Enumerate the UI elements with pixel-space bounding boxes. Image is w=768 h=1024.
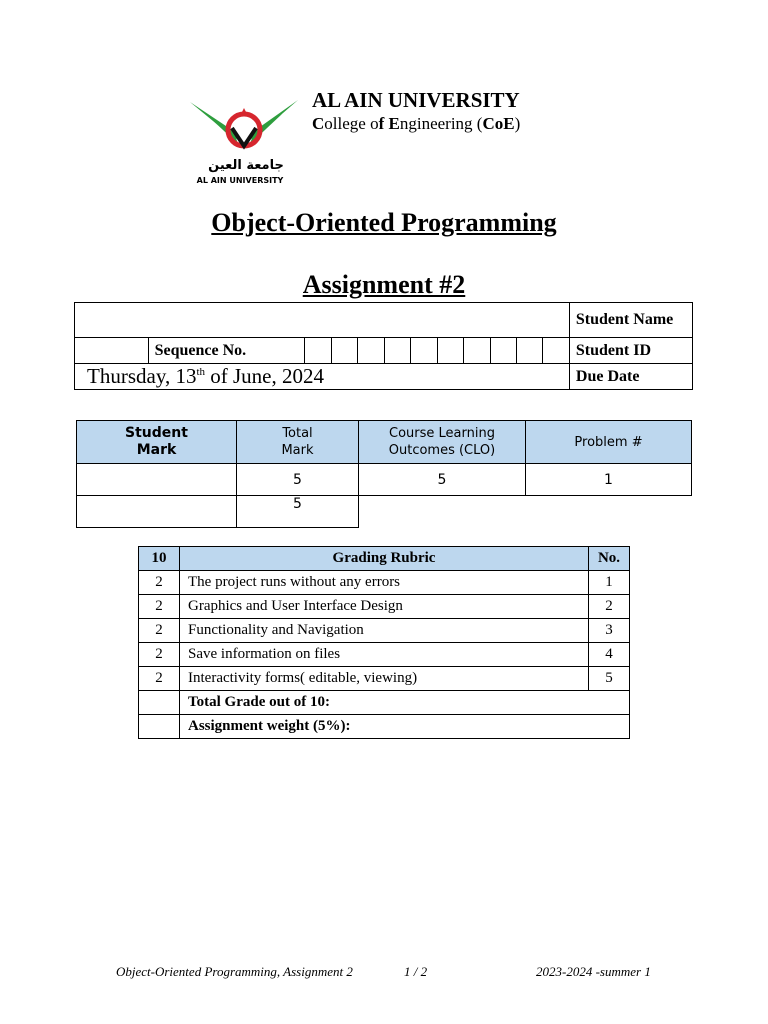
- student-name-field[interactable]: [75, 303, 570, 338]
- empty-cell: [526, 496, 692, 528]
- college-name-segment: ngineering (: [399, 114, 483, 133]
- student-id-digit-box[interactable]: [437, 338, 463, 364]
- rubric-points: 2: [139, 595, 180, 619]
- student-id-digit-box[interactable]: [358, 338, 384, 364]
- total-mark-value: 5: [237, 464, 359, 496]
- student-id-digit-box[interactable]: [331, 338, 357, 364]
- total-grade-label: Total Grade out of 10:: [180, 691, 630, 715]
- rubric-number: 3: [589, 619, 630, 643]
- university-logo: [188, 96, 300, 192]
- problem-number-value: 1: [526, 464, 692, 496]
- total-mark-sum-value: 5: [237, 496, 359, 528]
- student-id-digit-box[interactable]: [490, 338, 516, 364]
- student-mark-total-field[interactable]: [77, 496, 237, 528]
- student-id-label: Student ID: [569, 338, 692, 364]
- student-id-digit-box[interactable]: [384, 338, 410, 364]
- total-grade-field[interactable]: [139, 691, 180, 715]
- rubric-row: [139, 619, 630, 643]
- sequence-no-label: Sequence No.: [148, 338, 305, 364]
- marks-table: [76, 420, 692, 528]
- rubric-number: 5: [589, 667, 630, 691]
- student-id-digit-box[interactable]: [543, 338, 569, 364]
- clo-header: Course Learning Outcomes (CLO): [359, 421, 526, 464]
- student-info-table: [74, 302, 693, 390]
- college-name-segment: C: [312, 114, 325, 133]
- rubric-criterion: Interactivity forms( editable, viewing): [180, 667, 589, 691]
- rubric-row: [139, 643, 630, 667]
- student-id-digit-box[interactable]: [305, 338, 331, 364]
- student-id-digit-box[interactable]: [464, 338, 490, 364]
- due-date-value: [75, 364, 570, 390]
- sequence-blank-cell: [75, 338, 149, 364]
- rubric-points: 2: [139, 667, 180, 691]
- clo-value: 5: [359, 464, 526, 496]
- footer-page-number: 1 / 2: [404, 964, 428, 979]
- rubric-criterion: Save information on files: [180, 643, 589, 667]
- student-id-digit-box[interactable]: [517, 338, 543, 364]
- college-name-segment: CoE: [482, 114, 515, 133]
- due-date-suffix: of June, 2024: [205, 364, 325, 388]
- college-name-segment: E: [388, 114, 400, 133]
- assignment-weight-field[interactable]: [139, 715, 180, 739]
- rubric-row: [139, 595, 630, 619]
- rubric-points-header: 10: [139, 547, 180, 571]
- student-mark-field[interactable]: [77, 464, 237, 496]
- due-date-label: Due Date: [569, 364, 692, 390]
- logo-english-text: AL AIN UNIVERSITY: [196, 176, 284, 185]
- rubric-points: 2: [139, 619, 180, 643]
- rubric-number: 1: [589, 571, 630, 595]
- rubric-points: 2: [139, 571, 180, 595]
- rubric-no-header: No.: [589, 547, 630, 571]
- university-name: AL AIN UNIVERSITY: [312, 88, 520, 112]
- student-mark-header: Student Mark: [77, 421, 237, 464]
- rubric-title-header: Grading Rubric: [180, 547, 589, 571]
- grading-rubric-table: [138, 546, 630, 739]
- rubric-row: [139, 667, 630, 691]
- college-name-segment: f: [378, 114, 389, 133]
- total-mark-header: Total Mark: [237, 421, 359, 464]
- due-date-superscript: th: [196, 366, 206, 378]
- footer-right-text: 2023-2024 -summer 1: [536, 964, 651, 979]
- college-name: [312, 114, 520, 134]
- problem-number-header: Problem #: [526, 421, 692, 464]
- college-name-segment: o: [370, 114, 379, 133]
- rubric-criterion: The project runs without any errors: [180, 571, 589, 595]
- footer-left-text: Object-Oriented Programming, Assignment 2: [116, 964, 353, 979]
- college-name-segment: ): [514, 114, 521, 133]
- rubric-criterion: Graphics and User Interface Design: [180, 595, 589, 619]
- empty-cell: [359, 496, 526, 528]
- logo-arabic-text: جامعة العين: [208, 158, 284, 173]
- student-id-digit-box[interactable]: [411, 338, 437, 364]
- rubric-row: [139, 571, 630, 595]
- assignment-weight-label: Assignment weight (5%):: [180, 715, 630, 739]
- rubric-criterion: Functionality and Navigation: [180, 619, 589, 643]
- due-date-prefix: Thursday, 13: [87, 364, 197, 388]
- rubric-number: 4: [589, 643, 630, 667]
- assignment-title: Assignment #2: [302, 270, 466, 299]
- course-title: Object-Oriented Programming: [211, 208, 557, 237]
- student-name-label: Student Name: [569, 303, 692, 338]
- rubric-number: 2: [589, 595, 630, 619]
- rubric-points: 2: [139, 643, 180, 667]
- college-name-segment: ollege: [324, 114, 371, 133]
